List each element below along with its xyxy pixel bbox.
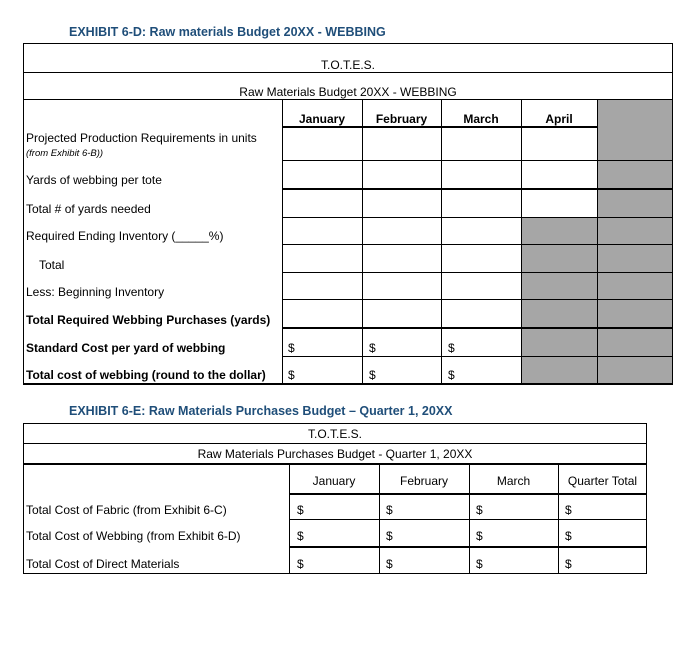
- col-header-quarter-total: Quarter Total: [567, 474, 638, 488]
- dollar-sign: $: [369, 341, 376, 355]
- row-label-standard-cost: Standard Cost per yard of webbing: [26, 341, 226, 355]
- exhibit-6e-company: T.O.T.E.S.: [307, 427, 362, 441]
- dollar-sign: $: [386, 557, 393, 571]
- exhibit-6d-subtitle: Raw Materials Budget 20XX - WEBBING: [239, 85, 457, 99]
- dollar-sign: $: [448, 341, 455, 355]
- dollar-sign: $: [386, 503, 393, 517]
- row-label-yards-per-tote: Yards of webbing per tote: [26, 173, 162, 187]
- row-label-beginning-inventory: Less: Beginning Inventory: [26, 285, 165, 299]
- row-label-total-cost-webbing: Total cost of webbing (round to the dollar): [26, 368, 266, 382]
- dollar-sign: $: [297, 557, 304, 571]
- row-label-required-ending-inventory: Required Ending Inventory (_____%): [26, 229, 224, 243]
- dollar-sign: $: [288, 341, 295, 355]
- dollar-sign: $: [476, 529, 483, 543]
- dollar-sign: $: [476, 557, 483, 571]
- dollar-sign: $: [288, 368, 295, 382]
- row-label-total-yards: Total # of yards needed: [26, 202, 151, 216]
- exhibit-6e-border: [23, 423, 647, 574]
- row-label-total: Total: [39, 258, 65, 272]
- row-note-production-requirements: (from Exhibit 6-B)): [26, 148, 104, 159]
- col-header-march: March: [463, 112, 499, 126]
- row-label-cost-fabric: Total Cost of Fabric (from Exhibit 6-C): [26, 503, 227, 517]
- col-header-january: January: [298, 112, 346, 126]
- col-header-march: March: [496, 474, 531, 488]
- dollar-sign: $: [565, 557, 572, 571]
- col-header-april: April: [545, 112, 573, 126]
- exhibit-6e-subtitle: Raw Materials Purchases Budget - Quarter 1, 20XX: [197, 447, 473, 461]
- exhibit-6d-title: EXHIBIT 6-D: Raw materials Budget 20XX - WEBBING: [69, 25, 386, 39]
- exhibit-6d-company: T.O.T.E.S.: [320, 58, 375, 72]
- row-label-cost-webbing: Total Cost of Webbing (from Exhibit 6-D): [26, 529, 241, 543]
- dollar-sign: $: [369, 368, 376, 382]
- dollar-sign: $: [476, 503, 483, 517]
- dollar-sign: $: [297, 529, 304, 543]
- col-header-january: January: [312, 474, 356, 488]
- exhibit-6e-title: EXHIBIT 6-E: Raw Materials Purchases Budget – Quarter 1, 20XX: [69, 404, 453, 418]
- dollar-sign: $: [297, 503, 304, 517]
- dollar-sign: $: [448, 368, 455, 382]
- dollar-sign: $: [565, 503, 572, 517]
- row-label-cost-direct-materials: Total Cost of Direct Materials: [26, 557, 180, 571]
- dollar-sign: $: [565, 529, 572, 543]
- col-header-february: February: [375, 112, 428, 126]
- row-label-production-requirements: Projected Production Requirements in units: [26, 131, 257, 145]
- dollar-sign: $: [386, 529, 393, 543]
- col-header-february: February: [399, 474, 449, 488]
- row-label-required-purchases: Total Required Webbing Purchases (yards): [26, 313, 271, 327]
